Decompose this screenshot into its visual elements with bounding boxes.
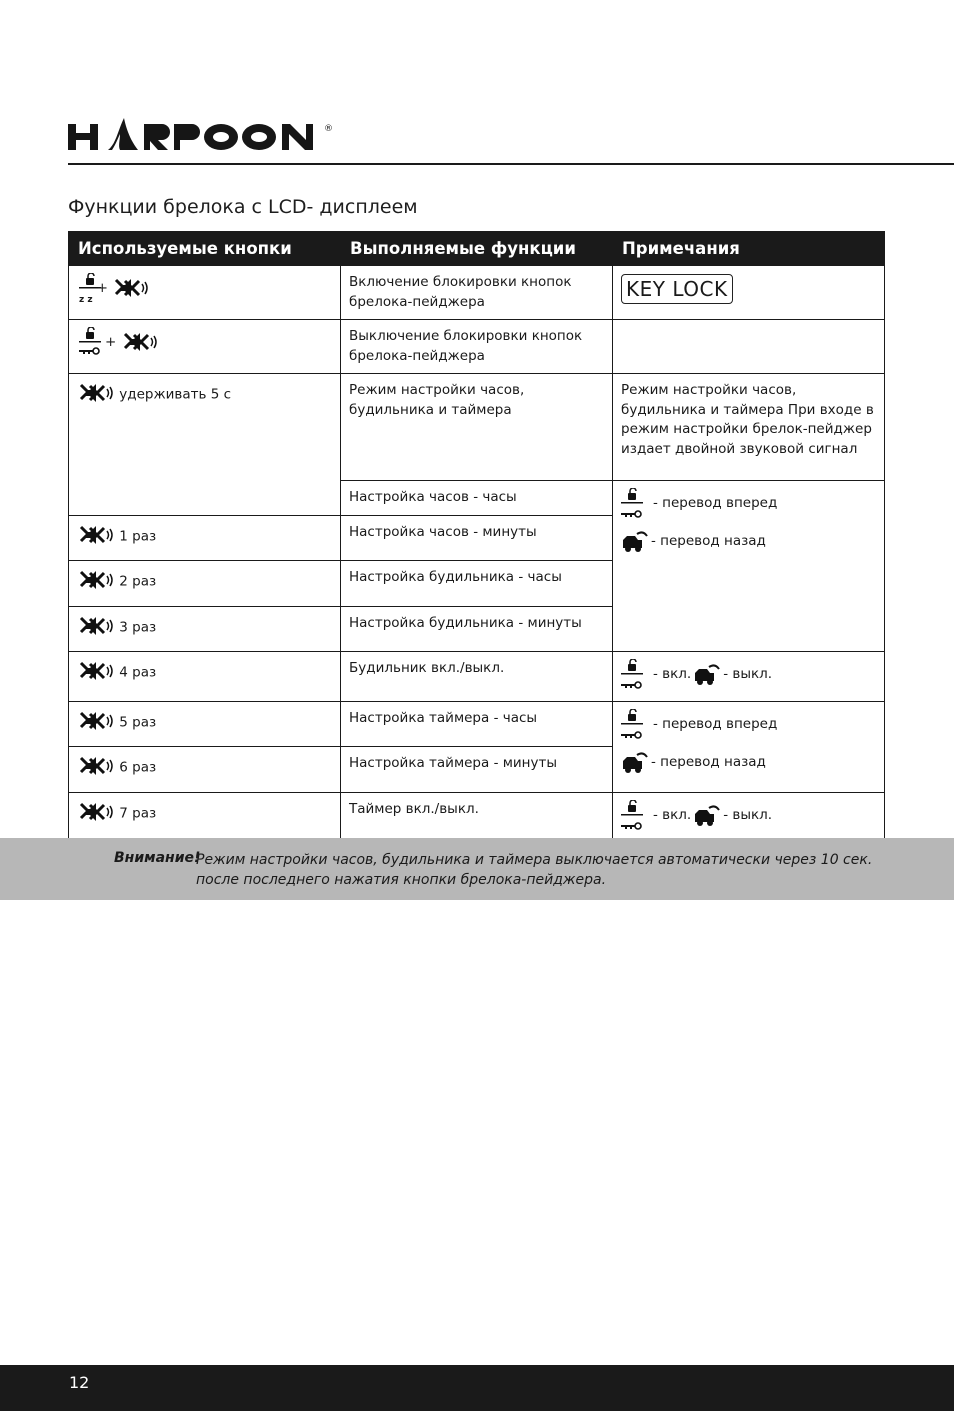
footer-bar xyxy=(0,1365,954,1411)
mute-button-icon xyxy=(77,659,115,683)
note-cell xyxy=(613,266,885,320)
unlock-key-icon xyxy=(621,488,651,520)
note-cell xyxy=(613,481,885,652)
mute-button-icon xyxy=(77,614,115,638)
warning-text: Режим настройки часов, будильника и таймера выключается автоматически через 10 сек. после последнего нажатия кнопки брелока-пейджера. xyxy=(196,852,873,888)
unlock-key-icon xyxy=(621,800,651,832)
press-count: 4 раз xyxy=(119,664,157,680)
press-count: 1 раз xyxy=(119,528,157,544)
functions-table xyxy=(68,231,885,843)
table-row xyxy=(69,266,885,320)
buttons-cell xyxy=(69,792,341,842)
press-count: 7 раз xyxy=(119,805,157,821)
key-lock-display: KEY LOCK xyxy=(621,274,733,304)
buttons-cell xyxy=(69,651,341,701)
note-cell xyxy=(613,792,885,842)
trunk-icon xyxy=(621,751,649,775)
table-row xyxy=(69,374,885,481)
buttons-cell xyxy=(69,515,341,560)
press-count: 2 раз xyxy=(119,573,157,589)
backward-label: - перевод назад xyxy=(651,533,766,550)
function-cell: Выключение блокировки кнопок брелока-пейджера xyxy=(341,320,613,374)
buttons-cell xyxy=(69,374,341,516)
note-cell xyxy=(613,701,885,792)
buttons-cell xyxy=(69,560,341,606)
buttons-cell xyxy=(69,746,341,792)
note-backward xyxy=(621,751,876,775)
forward-label: - перевод вперед xyxy=(653,495,778,512)
note-forward xyxy=(621,488,876,520)
unlock-key-icon xyxy=(621,709,651,741)
table-header-row xyxy=(69,232,885,266)
mute-button-icon xyxy=(77,381,115,405)
harpoon-logo-graphic xyxy=(68,114,334,154)
function-cell: Настройка часов - часы xyxy=(341,481,613,516)
function-cell: Включение блокировки кнопок брелока-пейджера xyxy=(341,266,613,320)
mute-button-icon xyxy=(121,330,159,354)
header-buttons: Используемые кнопки xyxy=(69,232,341,266)
note-cell xyxy=(613,320,885,374)
function-cell: Настройка часов - минуты xyxy=(341,515,613,560)
trunk-icon xyxy=(693,804,721,828)
function-cell: Настройка будильника - часы xyxy=(341,560,613,606)
function-cell: Таймер вкл./выкл. xyxy=(341,792,613,842)
function-cell: Настройка таймера - минуты xyxy=(341,746,613,792)
header-functions: Выполняемые функции xyxy=(341,232,613,266)
on-label: - вкл. xyxy=(653,665,692,682)
note-forward xyxy=(621,709,876,741)
backward-label: - перевод назад xyxy=(651,753,766,770)
unlock-key-icon xyxy=(77,327,105,357)
zz-label: z z xyxy=(79,295,93,305)
forward-label: - перевод вперед xyxy=(653,715,778,732)
mute-button-icon xyxy=(77,754,115,778)
note-on-off xyxy=(621,800,876,832)
header-rule xyxy=(68,163,954,165)
off-label: - выкл. xyxy=(723,665,773,682)
press-count: 3 раз xyxy=(119,619,157,635)
mute-button-icon xyxy=(77,709,115,733)
note-on-off xyxy=(621,659,876,691)
note-backward xyxy=(621,530,876,554)
function-cell: Настройка таймера - часы xyxy=(341,701,613,746)
table-row xyxy=(69,701,885,746)
mute-button-icon xyxy=(77,523,115,547)
header-notes: Примечания xyxy=(613,232,885,266)
buttons-cell xyxy=(69,266,341,320)
trunk-icon xyxy=(621,530,649,554)
press-count: 6 раз xyxy=(119,759,157,775)
warning-banner xyxy=(0,838,954,900)
on-label: - вкл. xyxy=(653,806,692,823)
note-cell: Режим настройки часов, будильника и таймера При входе в режим настройки брелок-пейджер издает двойной звуковой сигнал xyxy=(613,374,885,481)
off-label: - выкл. xyxy=(723,806,773,823)
press-count: 5 раз xyxy=(119,714,157,730)
harpoon-logo xyxy=(68,114,334,154)
page-title: Функции брелока с LCD- дисплеем xyxy=(68,196,418,218)
table-row xyxy=(69,792,885,842)
mute-button-icon xyxy=(112,276,150,300)
table-row xyxy=(69,320,885,374)
mute-button-icon xyxy=(77,568,115,592)
table-row xyxy=(69,651,885,701)
plus-sign: + xyxy=(96,280,108,296)
buttons-cell xyxy=(69,606,341,651)
warning-label: Внимание! xyxy=(114,850,201,866)
note-cell xyxy=(613,651,885,701)
function-cell: Будильник вкл./выкл. xyxy=(341,651,613,701)
registered-mark: ® xyxy=(324,124,333,134)
unlock-key-icon xyxy=(621,659,651,691)
trunk-icon xyxy=(693,663,721,687)
function-cell: Настройка будильника - минуты xyxy=(341,606,613,651)
plus-sign: + xyxy=(105,334,117,350)
hold-label: удерживать 5 с xyxy=(119,386,232,403)
page-number: 12 xyxy=(69,1373,90,1392)
buttons-cell xyxy=(69,320,341,374)
function-cell: Режим настройки часов, будильника и таймера xyxy=(341,374,613,481)
buttons-cell xyxy=(69,701,341,746)
mute-button-icon xyxy=(77,800,115,824)
